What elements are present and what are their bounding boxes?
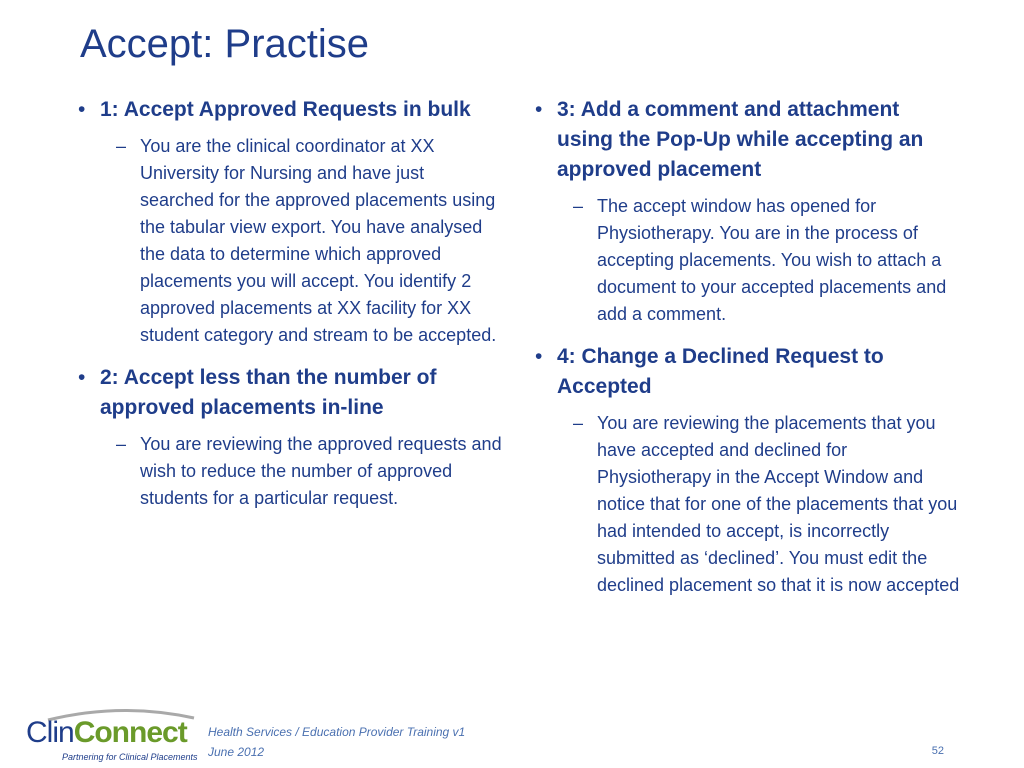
practise-item-detail: – You are the clinical coordinator at XX University for Nursing and have just searched for the approved placements using the tabular view export. You have analysed the data to determine which approved placements you will accept. You identify 2 approved placements at XX facility for XX student category and stream to be accepted.	[78, 133, 503, 349]
practise-item-detail: – The accept window has opened for Physiotherapy. You are in the process of accepting placements. You wish to attach a document to your accepted placements and add a comment.	[535, 193, 960, 328]
footer-date: June 2012	[208, 745, 265, 759]
practise-item-heading: • 1: Accept Approved Requests in bulk	[78, 95, 503, 125]
left-column	[78, 95, 503, 526]
practise-item-3	[535, 95, 960, 328]
practise-item-4	[535, 342, 960, 599]
logo-wordmark	[26, 716, 187, 750]
practise-item-heading: • 3: Add a comment and attachment using the Pop-Up while accepting an approved placement	[535, 95, 960, 185]
logo-wordmark-connect: Connect	[73, 716, 187, 749]
practise-item-heading: • 4: Change a Declined Request to Accepted	[535, 342, 960, 402]
practise-item-2	[78, 363, 503, 512]
practise-item-detail: – You are reviewing the placements that you have accepted and declined for Physiotherapy in the Accept Window and notice that for one of the placements that you had intended to accept, is incorrectly submitted as ‘declined’. You must edit the declined placement so that it is now accepted	[535, 410, 960, 599]
practise-item-heading: • 2: Accept less than the number of approved placements in-line	[78, 363, 503, 423]
logo-tagline: Partnering for Clinical Placements	[62, 752, 198, 762]
clinconnect-logo	[26, 710, 196, 762]
footer-training-label: Health Services / Education Provider Training v1	[208, 725, 466, 739]
page-number: 52	[931, 745, 944, 757]
right-column	[535, 95, 960, 613]
practise-item-detail: – You are reviewing the approved requests and wish to reduce the number of approved students for a particular request.	[78, 431, 503, 512]
slide-title: Accept: Practise	[80, 22, 370, 66]
practise-item-1	[78, 95, 503, 349]
logo-wordmark-clin: Clin	[26, 716, 74, 749]
